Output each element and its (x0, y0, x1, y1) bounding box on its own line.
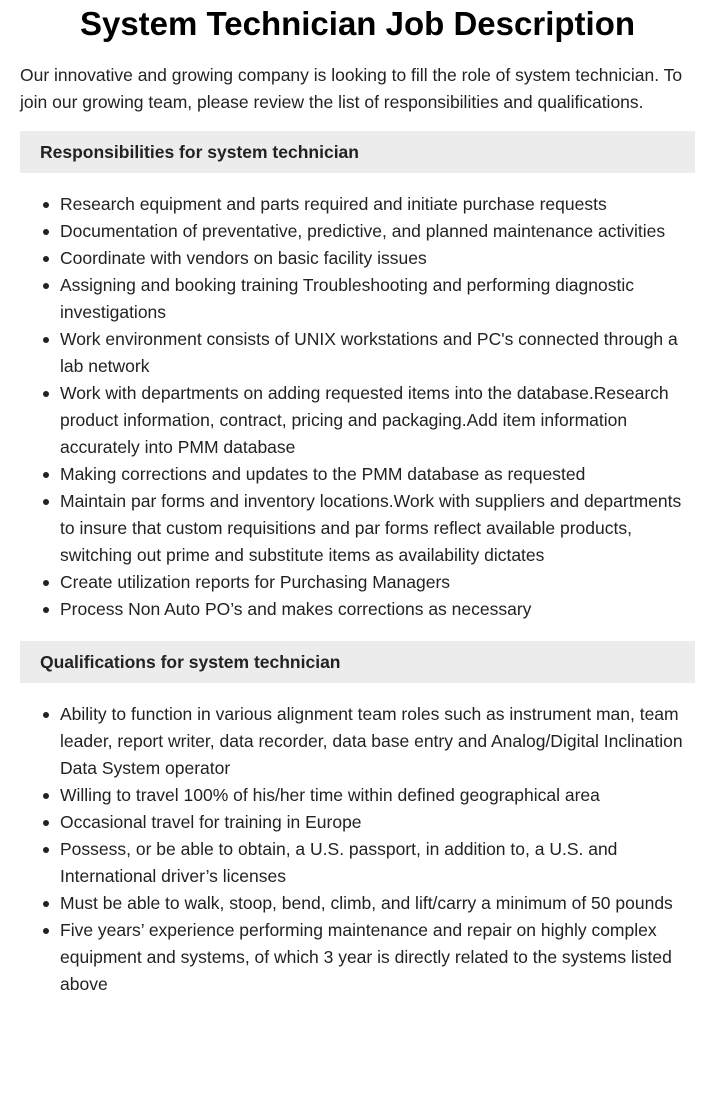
list-item: Maintain par forms and inventory locations.Work with suppliers and departments to insure that custom requisitions and par forms reflect available products, switching out prime and substitute items as availability dictates (60, 488, 695, 569)
list-item: Work with departments on adding requested items into the database.Research product information, contract, pricing and packaging.Add item information accurately into PMM database (60, 380, 695, 461)
qualifications-heading: Qualifications for system technician (20, 641, 695, 683)
intro-paragraph: Our innovative and growing company is looking to fill the role of system technician. To join our growing team, please review the list of responsibilities and qualifications. (20, 65, 683, 112)
list-item: Assigning and booking training Troubleshooting and performing diagnostic investigations (60, 272, 695, 326)
list-item: Coordinate with vendors on basic facility issues (60, 245, 695, 272)
list-item: Create utilization reports for Purchasing Managers (60, 569, 695, 596)
list-item: Must be able to walk, stoop, bend, climb, and lift/carry a minimum of 50 pounds (60, 890, 695, 917)
responsibilities-heading: Responsibilities for system technician (20, 131, 695, 173)
list-item: Ability to function in various alignment team roles such as instrument man, team leader, report writer, data recorder, data base entry and Analog/Digital Inclination Data System operator (60, 701, 695, 782)
page-title: System Technician Job Description (79, 5, 636, 42)
list-item: Willing to travel 100% of his/her time within defined geographical area (60, 782, 695, 809)
list-item: Work environment consists of UNIX workstations and PC's connected through a lab network (60, 326, 695, 380)
responsibilities-list (20, 191, 695, 623)
list-item: Possess, or be able to obtain, a U.S. passport, in addition to, a U.S. and International driver’s licenses (60, 836, 695, 890)
list-item: Process Non Auto PO’s and makes corrections as necessary (60, 596, 695, 623)
list-item: Making corrections and updates to the PMM database as requested (60, 461, 695, 488)
qualifications-list (20, 701, 695, 998)
list-item: Research equipment and parts required and initiate purchase requests (60, 191, 695, 218)
list-item: Documentation of preventative, predictive, and planned maintenance activities (60, 218, 695, 245)
list-item: Occasional travel for training in Europe (60, 809, 695, 836)
list-item: Five years’ experience performing maintenance and repair on highly complex equipment and systems, of which 3 year is directly related to the systems listed above (60, 917, 695, 998)
